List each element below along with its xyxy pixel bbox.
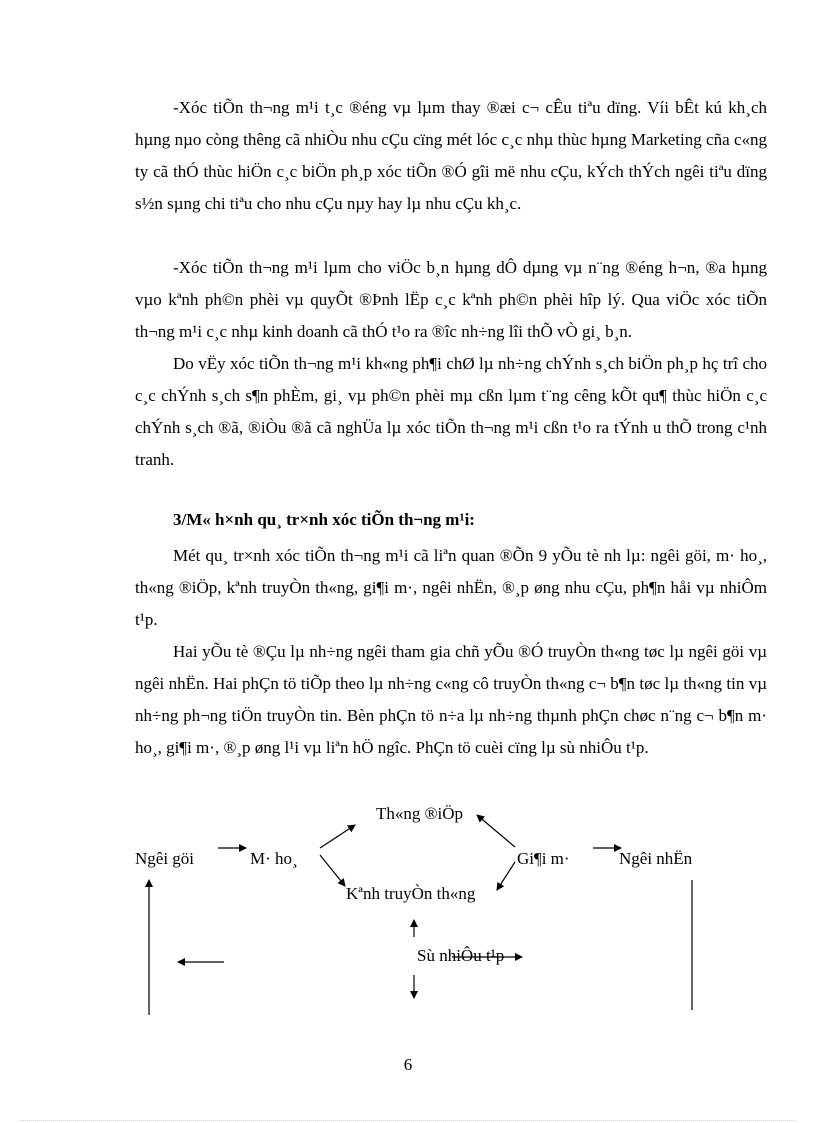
page-bottom-divider [20, 1120, 796, 1121]
paragraph-process-description: Hai yÕu tè ®Çu lµ nh÷ng ngêi tham gia chñ yÕu ®Ó truyÒn th«ng tøc lµ ngêi göi vµ ngêi nhËn. Hai phÇn tö tiÕp theo lµ nh÷ng c«ng cô truyÒn th«ng c¬ b¶n tøc lµ th«ng tin vµ nh÷ng ph¬ng tiÖn truyÒn tin. Bèn phÇn tö n÷a lµ nh÷ng thµnh phÇn chøc n¨ng c¬ b¶n m· ho¸, gi¶i m·, ®¸p øng l¹i vµ liªn hÖ ngîc. PhÇn tö cuèi cïng lµ sù nhiÔu t¹p. [135, 642, 767, 757]
arrow-channel-decode [497, 862, 515, 890]
node-receiver: Ngêi nhËn [619, 849, 693, 868]
node-channel: Kªnh truyÒn th«ng [346, 884, 476, 903]
arrow-encode-message [320, 825, 355, 848]
page-number: 6 [403, 1055, 413, 1074]
paragraph-promotion-consumption: -Xóc tiÕn th¬ng m¹i t¸c ®éng vµ lµm thay ®æi c¬ cÊu tiªu dïng. Víi bÊt kú kh¸ch hµng nµo còng thêng cã nhiÒu nhu cÇu cïng mét lóc c¸c nhµ thùc hµng Marketing cña c«ng ty cã thÓ thùc hiÖn c¸c biÖn ph¸p xóc tiÕn ®Ó gîi më nhu cÇu, kÝch thÝch ngêi tiªu dïng s½n sµng chi tiªu cho nhu cÇu nµy hay lµ nhu cÇu kh¸c. [135, 98, 767, 213]
section-heading: 3/M« h×nh qu¸ tr×nh xóc tiÕn th¬ng m¹i: [173, 510, 475, 529]
node-decode: Gi¶i m· [517, 849, 570, 868]
paragraph-promotion-conclusion: Do vËy xóc tiÕn th¬ng m¹i kh«ng ph¶i chØ lµ nh÷ng chÝnh s¸ch biÖn ph¸p hç trî cho c¸c chÝnh s¸ch s¶n phÈm, gi¸ vµ ph©n phèi mµ cßn lµm t¨ng cêng kÕt qu¶ thùc hiÖn c¸c chÝnh s¸ch ®ã, ®iÒu ®ã cã nghÜa lµ xóc tiÕn th¬ng m¹i cßn t¹o ra tÝnh u thÕ trong c¹nh tranh. [135, 354, 767, 469]
paragraph-process-elements: Mét qu¸ tr×nh xóc tiÕn th¬ng m¹i cã liªn quan ®Õn 9 yÕu tè nh lµ: ngêi göi, m· ho¸, th«ng ®iÖp, kªnh truyÒn th«ng, gi¶i m·, ngêi nhËn, ®¸p øng nhu cÇu, ph¶n håi vµ nhiÔm t¹p. [135, 546, 767, 629]
arrow-decode-message [477, 815, 515, 847]
paragraph-promotion-sales: -Xóc tiÕn th¬ng m¹i lµm cho viÖc b¸n hµng dÔ dµng vµ n¨ng ®éng h¬n, ®a hµng vµo kªnh ph©n phèi vµ quyÕt ®Þnh lËp c¸c kªnh ph©n phèi hîp lý. Qua viÖc xóc tiÕn th¬ng m¹i c¸c nhµ kinh doanh cã thÓ t¹o ra ®îc nh÷ng lîi thÕ vÒ gi¸ b¸n. [135, 258, 767, 341]
node-noise: Sù nhiÔu t¹p [417, 946, 505, 965]
node-message: Th«ng ®iÖp [376, 804, 464, 823]
node-sender: Ngêi göi [135, 849, 195, 868]
node-encode: M· ho¸ [250, 849, 298, 868]
arrow-encode-channel [320, 855, 345, 886]
